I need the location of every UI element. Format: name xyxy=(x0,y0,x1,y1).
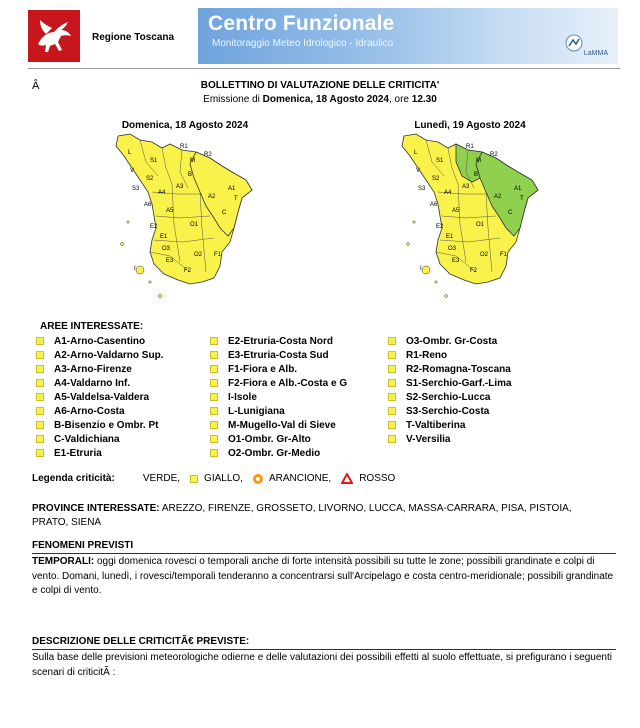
area-label: T-Valtiberina xyxy=(406,419,466,431)
yellow-square-icon xyxy=(210,407,218,415)
yellow-square-icon xyxy=(388,379,396,387)
area-item xyxy=(36,404,163,418)
emission-prefix: Emissione di xyxy=(203,94,263,105)
yellow-square-icon xyxy=(388,393,396,401)
area-label: E1-Etruria xyxy=(54,447,102,459)
fenomeni-divider xyxy=(32,553,616,554)
criticality-map-sunday xyxy=(110,132,260,304)
yellow-square-icon xyxy=(36,365,44,373)
header-divider xyxy=(28,68,620,69)
zone-label: V xyxy=(416,168,421,174)
zone-label: O2 xyxy=(194,252,203,258)
yellow-square-icon xyxy=(36,393,44,401)
yellow-square-icon xyxy=(210,365,218,373)
area-item xyxy=(210,446,347,460)
temporali-description: oggi domenica rovesci o temporali anche di forte intensità possibili su tutte le zone; possibili grandinate e colpi di vento. Domani, lunedì, i rovesci/temporali tenderanno a concentrarsi sull'Arcipelago e costa centro-meridionale; possibili grandinate e colpi di vento. xyxy=(32,556,614,596)
yellow-square-icon xyxy=(210,393,218,401)
area-item xyxy=(388,362,512,376)
zone-label: T xyxy=(520,196,524,202)
zone-label: A1 xyxy=(228,186,236,192)
zone-label: A4 xyxy=(444,190,452,196)
legend-verde: VERDE, xyxy=(142,473,181,484)
area-label: C-Valdichiana xyxy=(54,433,120,445)
yellow-square-icon xyxy=(210,435,218,443)
zone-label: F2 xyxy=(184,268,192,274)
area-item xyxy=(210,390,347,404)
island-elba xyxy=(422,266,430,274)
zone-label: O3 xyxy=(162,246,171,252)
zone-label: O1 xyxy=(476,222,485,228)
area-item xyxy=(36,390,163,404)
zone-label: V xyxy=(130,168,135,174)
island-giglio xyxy=(159,295,162,298)
yellow-square-icon xyxy=(210,379,218,387)
area-item xyxy=(36,362,163,376)
yellow-square-icon xyxy=(388,407,396,415)
zone-label: A3 xyxy=(176,184,184,190)
aree-interessate-title: AREE INTERESSATE: xyxy=(40,321,144,332)
fenomeni-title: FENOMENI PREVISTI xyxy=(32,540,134,551)
area-label: S2-Serchio-Lucca xyxy=(406,391,491,403)
area-label: O3-Ombr. Gr-Costa xyxy=(406,335,498,347)
zone-label: E2 xyxy=(150,224,158,230)
yellow-square-icon xyxy=(36,421,44,429)
red-triangle-icon xyxy=(341,473,353,484)
banner-subtitle: Monitoraggio Meteo Idrologico - Idraulico xyxy=(212,38,394,49)
zone-label: R1 xyxy=(180,144,188,150)
zone-label: S2 xyxy=(146,176,154,182)
yellow-square-icon xyxy=(210,337,218,345)
zone-label: M xyxy=(476,158,481,164)
area-item xyxy=(36,376,163,390)
page-header xyxy=(28,8,620,66)
map-title-monday: Lunedì, 19 Agosto 2024 xyxy=(414,120,526,131)
zone-label: C xyxy=(222,210,227,216)
pegasus-icon xyxy=(28,10,80,62)
zone-label: R2 xyxy=(490,152,498,158)
area-item xyxy=(388,418,512,432)
areas-column-1 xyxy=(36,334,163,460)
island-elba xyxy=(136,266,144,274)
legend-rosso: ROSSO xyxy=(341,473,395,484)
emission-day: Domenica, 18 Agosto 2024 xyxy=(262,94,389,105)
criticality-map-monday xyxy=(396,132,546,304)
yellow-square-icon xyxy=(210,351,218,359)
zone-label: A1 xyxy=(514,186,522,192)
yellow-square-icon xyxy=(388,351,396,359)
zone-label: A2 xyxy=(208,194,216,200)
zone-label: O1 xyxy=(190,222,199,228)
bulletin-emission xyxy=(0,94,640,105)
lamma-label: LaMMA xyxy=(583,50,608,57)
island-capraia xyxy=(407,243,410,246)
island-pianosa xyxy=(149,281,151,283)
area-label: A3-Arno-Firenze xyxy=(54,363,132,375)
island-gorgona xyxy=(413,221,415,223)
zone-label: S3 xyxy=(132,186,140,192)
area-label: A1-Arno-Casentino xyxy=(54,335,146,347)
area-label: E3-Etruria-Costa Sud xyxy=(228,349,329,361)
area-item xyxy=(210,334,347,348)
areas-column-3 xyxy=(388,334,512,446)
island-gorgona xyxy=(127,221,129,223)
descrizione-title: DESCRIZIONE DELLE CRITICITÃ€ PREVISTE: xyxy=(32,636,250,647)
province-interessate xyxy=(32,502,592,530)
zone-label: A5 xyxy=(452,208,460,214)
legend-arancione: ARANCIONE, xyxy=(253,473,331,484)
area-item xyxy=(36,348,163,362)
yellow-square-icon xyxy=(36,379,44,387)
area-item xyxy=(210,432,347,446)
zone-label: B xyxy=(188,172,193,178)
map-title-sunday: Domenica, 18 Agosto 2024 xyxy=(121,120,249,131)
area-label: F1-Fiora e Alb. xyxy=(228,363,298,375)
area-item xyxy=(210,376,347,390)
fenomeni-text xyxy=(32,555,616,599)
stray-character: Â xyxy=(32,80,40,92)
yellow-square-icon xyxy=(388,421,396,429)
descrizione-text: Sulla base delle previsioni meteorologiche odierne e delle valutazioni dei possibili effetti al suolo effettuate, si prefigurano i seguenti scenari di criticitÃ : xyxy=(32,652,612,678)
zone-label: F1 xyxy=(214,252,222,258)
area-item xyxy=(210,418,347,432)
zone-label: S1 xyxy=(436,158,444,164)
area-item xyxy=(36,432,163,446)
zone-label: I xyxy=(420,266,422,272)
zone-label: R1 xyxy=(466,144,474,150)
zone-label: A3 xyxy=(462,184,470,190)
area-label: S3-Serchio-Costa xyxy=(406,405,490,417)
area-label: F2-Fiora e Alb.-Costa e G xyxy=(228,377,348,389)
yellow-square-icon xyxy=(36,351,44,359)
area-label: V-Versilia xyxy=(406,433,451,445)
yellow-square-icon xyxy=(388,365,396,373)
area-label: R2-Romagna-Toscana xyxy=(406,363,511,375)
zone-label: M xyxy=(190,158,195,164)
zone-label: S2 xyxy=(432,176,440,182)
area-item xyxy=(210,362,347,376)
yellow-square-icon xyxy=(210,449,218,457)
island-giglio xyxy=(445,295,448,298)
zone-label: C xyxy=(508,210,513,216)
area-label: L-Lunigiana xyxy=(228,405,285,417)
area-item xyxy=(388,348,512,362)
area-item xyxy=(210,348,347,362)
area-label: O1-Ombr. Gr-Alto xyxy=(228,433,311,445)
legend-giallo: GIALLO, xyxy=(190,473,243,484)
area-label: S1-Serchio-Garf.-Lima xyxy=(406,377,512,389)
zone-label: F2 xyxy=(470,268,478,274)
zone-label: E2 xyxy=(436,224,444,230)
area-label: B-Bisenzio e Ombr. Pt xyxy=(54,419,159,431)
zone-label: O3 xyxy=(448,246,457,252)
zone-label: S1 xyxy=(150,158,158,164)
area-item xyxy=(210,404,347,418)
yellow-square-icon xyxy=(36,337,44,345)
orange-circle-icon xyxy=(253,474,263,484)
area-item xyxy=(36,418,163,432)
area-item xyxy=(36,446,163,460)
region-name: Regione Toscana xyxy=(92,32,175,43)
regione-toscana-logo xyxy=(28,10,80,62)
zone-label: I xyxy=(134,266,136,272)
centro-funzionale-banner xyxy=(198,8,618,64)
zone-label: L xyxy=(414,150,418,156)
zone-label: E3 xyxy=(452,258,460,264)
area-item xyxy=(36,334,163,348)
zone-label: B xyxy=(474,172,479,178)
criticality-legend xyxy=(32,473,405,484)
banner-title: Centro Funzionale xyxy=(208,12,395,35)
province-label: PROVINCE INTERESSATE: xyxy=(32,503,160,514)
area-label: O2-Ombr. Gr-Medio xyxy=(228,447,321,459)
yellow-square-icon xyxy=(210,421,218,429)
emission-mid: , ore xyxy=(388,94,412,105)
zone-label: A4 xyxy=(158,190,166,196)
area-label: A6-Arno-Costa xyxy=(54,405,125,417)
zone-label: F1 xyxy=(500,252,508,258)
area-item xyxy=(388,334,512,348)
island-capraia xyxy=(121,243,124,246)
area-item xyxy=(388,404,512,418)
descrizione-divider xyxy=(32,649,616,650)
area-item xyxy=(388,432,512,446)
zone-label: E1 xyxy=(160,234,168,240)
zone-label: L xyxy=(128,150,132,156)
area-label: I-Isole xyxy=(228,391,257,403)
yellow-square-icon xyxy=(388,435,396,443)
area-label: A4-Valdarno Inf. xyxy=(54,377,131,389)
area-label: R1-Reno xyxy=(406,349,448,361)
yellow-square-icon xyxy=(36,407,44,415)
zone-label: A5 xyxy=(166,208,174,214)
area-label: E2-Etruria-Costa Nord xyxy=(228,335,334,347)
area-item xyxy=(388,376,512,390)
yellow-square-icon xyxy=(36,435,44,443)
legend-label: Legenda criticità: xyxy=(32,473,115,484)
zone-label: S3 xyxy=(418,186,426,192)
yellow-square-icon xyxy=(388,337,396,345)
yellow-square-icon xyxy=(36,449,44,457)
temporali-label: TEMPORALI: xyxy=(32,556,95,567)
zone-label: A6 xyxy=(144,202,152,208)
area-item xyxy=(388,390,512,404)
area-label: M-Mugello-Val di Sieve xyxy=(228,419,336,431)
zone-label: E1 xyxy=(446,234,454,240)
areas-column-2 xyxy=(210,334,347,460)
island-pianosa xyxy=(435,281,437,283)
province-list: AREZZO, FIRENZE, GROSSETO, LIVORNO, LUCCA, MASSA-CARRARA, PISA, PISTOIA, PRATO, SIENA xyxy=(32,503,572,528)
emission-time: 12.30 xyxy=(411,94,437,105)
zone-label: A6 xyxy=(430,202,438,208)
yellow-square-icon xyxy=(190,475,198,483)
bulletin-title: BOLLETTINO DI VALUTAZIONE DELLE CRITICITA' xyxy=(200,80,440,91)
zone-label: R2 xyxy=(204,152,212,158)
zone-label: O2 xyxy=(480,252,489,258)
zone-label: A2 xyxy=(494,194,502,200)
zone-label: E3 xyxy=(166,258,174,264)
area-label: A2-Arno-Valdarno Sup. xyxy=(54,349,164,361)
zone-label: T xyxy=(234,196,238,202)
area-label: A5-Valdelsa-Valdera xyxy=(54,391,150,403)
